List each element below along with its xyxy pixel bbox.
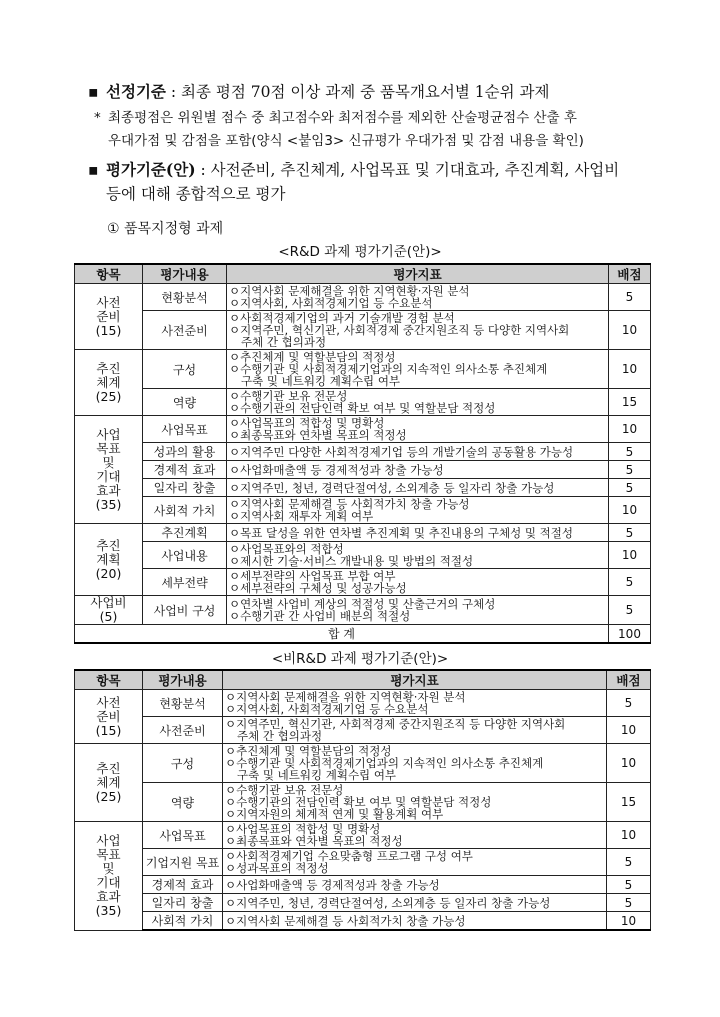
indicator-line: ㅇ지역주민, 혁신기관, 사회적경제 중간지원조직 등 다양한 지역사회 [225, 718, 566, 730]
category-cell: 추진 체계 (25) [75, 744, 143, 822]
header-score: 배점 [609, 264, 651, 284]
table-row [75, 443, 651, 461]
indicator-line: 구축 및 네트워킹 계획수립 여부 [237, 769, 397, 781]
header-category: 항목 [75, 264, 143, 284]
total-label: 합 계 [75, 625, 609, 644]
indicator-line: ㅇ최종목표와 연차별 목표의 적정성 [229, 429, 407, 441]
evaluation-criteria [88, 158, 668, 206]
header-content: 평가내용 [143, 670, 223, 690]
score-cell: 5 [607, 849, 651, 876]
header-category: 항목 [75, 670, 143, 690]
indicator-cell [227, 497, 609, 524]
bullet-icon: ▪ [88, 83, 99, 101]
table-row [75, 311, 651, 350]
indicator-line: ㅇ세부전략의 사업목표 부합 여부 [229, 570, 396, 582]
indicator-line: 주체 간 협의과정 [237, 730, 323, 742]
content-cell: 사회적 가치 [143, 497, 227, 524]
rnd-evaluation-table [74, 263, 651, 644]
content-cell: 사회적 가치 [143, 912, 223, 931]
indicator-cell [227, 461, 609, 479]
indicator-cell [227, 524, 609, 542]
indicator-cell [227, 389, 609, 416]
indicator-cell [223, 690, 607, 717]
table-row [75, 524, 651, 542]
header-indicator: 평가지표 [227, 264, 609, 284]
content-cell: 경제적 효과 [143, 876, 223, 894]
score-cell: 10 [609, 542, 651, 569]
content-cell: 추진계획 [143, 524, 227, 542]
selection-criteria [88, 80, 549, 104]
content-cell: 역량 [143, 389, 227, 416]
content-cell: 기업지원 목표 [143, 849, 223, 876]
indicator-line: ㅇ추진체계 및 역할분담의 적정성 [225, 745, 392, 757]
table-row [75, 350, 651, 389]
content-cell: 구성 [143, 350, 227, 389]
content-cell: 경제적 효과 [143, 461, 227, 479]
total-row [75, 625, 651, 644]
indicator-cell [227, 596, 609, 625]
table-row [75, 479, 651, 497]
table-row [75, 416, 651, 443]
indicator-line: 구축 및 네트워킹 계획수립 여부 [241, 375, 401, 387]
header-score: 배점 [607, 670, 651, 690]
indicator-line: ㅇ지역주민, 청년, 경력단절여성, 소외계층 등 일자리 창출 가능성 [225, 896, 551, 909]
table-row [75, 717, 651, 744]
table1-caption: <R&D 과제 평가기준(안)> [278, 244, 442, 260]
indicator-cell [223, 783, 607, 822]
table-row [75, 497, 651, 524]
indicator-line: ㅇ세부전략의 구체성 및 성공가능성 [229, 582, 407, 594]
indicator-line: ㅇ지역사회 재투자 계획 여부 [229, 510, 374, 522]
indicator-line: ㅇ수행기관 및 사회적경제기업과의 지속적인 의사소통 추진체계 [229, 363, 548, 375]
score-cell: 10 [609, 416, 651, 443]
indicator-line: ㅇ수행기관 및 사회적경제기업과의 지속적인 의사소통 추진체계 [225, 757, 544, 769]
indicator-line: ㅇ사업목표의 적합성 및 명확성 [229, 417, 385, 429]
subsection-title: ① 품목지정형 과제 [107, 221, 224, 237]
indicator-line: ㅇ지역주민 다양한 사회적경제기업 등의 개발기술의 공동활용 가능성 [229, 445, 574, 458]
evaluation-criteria-text: : 사전준비, 추진체계, 사업목표 및 기대효과, 추진계획, 사업비 [195, 161, 620, 179]
category-cell: 사업비 (5) [75, 596, 143, 625]
score-cell: 10 [607, 717, 651, 744]
indicator-line: ㅇ지역주민, 청년, 경력단절여성, 소외계층 등 일자리 창출 가능성 [229, 481, 555, 494]
indicator-line: ㅇ수행기관 간 사업비 배분의 적절성 [229, 610, 411, 622]
score-cell: 5 [609, 569, 651, 596]
indicator-line: ㅇ수행기관 보유 전문성 [229, 390, 348, 402]
indicator-cell [227, 416, 609, 443]
indicator-cell [223, 912, 607, 931]
score-note-line2: 우대가점 및 감점을 포함(양식 <붙임3> 신규평가 우대가점 및 감점 내용을 확인) [108, 133, 584, 149]
indicator-line: ㅇ추진체계 및 역할분담의 적정성 [229, 351, 396, 363]
score-cell: 10 [607, 744, 651, 783]
category-cell: 사전 준비 (15) [75, 284, 143, 350]
indicator-cell [227, 443, 609, 461]
category-cell: 사업 목표 및 기대 효과 (35) [75, 416, 143, 524]
indicator-line: ㅇ사업목표의 적합성 및 명확성 [225, 823, 381, 835]
content-cell: 사전준비 [143, 311, 227, 350]
content-cell: 사업내용 [143, 542, 227, 569]
indicator-line: ㅇ수행기관의 전담인력 확보 여부 및 역할분담 적정성 [225, 796, 492, 808]
indicator-line: ㅇ지역사회 문제해결 등 사회적가치 창출 가능성 [229, 498, 470, 510]
content-cell: 역량 [143, 783, 223, 822]
category-cell: 추진 계획 (20) [75, 524, 143, 596]
score-cell: 10 [609, 497, 651, 524]
score-cell: 5 [609, 524, 651, 542]
content-cell: 일자리 창출 [143, 894, 223, 912]
evaluation-criteria-text-cont: 등에 대해 종합적으로 평가 [106, 185, 286, 203]
total-score: 100 [609, 625, 651, 644]
table-row [75, 596, 651, 625]
table-row [75, 542, 651, 569]
content-cell: 성과의 활용 [143, 443, 227, 461]
score-cell: 10 [609, 350, 651, 389]
table-row [75, 894, 651, 912]
indicator-cell [227, 350, 609, 389]
score-cell: 5 [607, 876, 651, 894]
non-rnd-evaluation-table [74, 669, 651, 931]
indicator-line: 주체 간 협의과정 [241, 336, 327, 348]
category-cell: 추진 체계 (25) [75, 350, 143, 416]
score-cell: 15 [607, 783, 651, 822]
table-row [75, 389, 651, 416]
indicator-line: ㅇ사회적경제기업의 과거 기술개발 경험 분석 [229, 312, 455, 324]
table-row [75, 744, 651, 783]
indicator-cell [223, 894, 607, 912]
table-row [75, 284, 651, 311]
score-cell: 5 [609, 596, 651, 625]
table-row [75, 876, 651, 894]
content-cell: 구성 [143, 744, 223, 783]
score-cell: 5 [607, 894, 651, 912]
score-cell: 10 [609, 311, 651, 350]
score-cell: 10 [607, 912, 651, 931]
indicator-cell [227, 569, 609, 596]
indicator-cell [227, 542, 609, 569]
bullet-icon: ▪ [88, 161, 99, 179]
table-row [75, 822, 651, 849]
indicator-cell [227, 479, 609, 497]
score-cell: 5 [607, 690, 651, 717]
indicator-line: ㅇ제시한 기술·서비스 개발내용 및 방법의 적절성 [229, 555, 474, 567]
score-note [94, 107, 668, 153]
score-cell: 5 [609, 284, 651, 311]
table-row [75, 849, 651, 876]
score-note-line1: 최종평점은 위원별 점수 중 최고점수와 최저점수를 제외한 산술평균점수 산출 후 [108, 110, 577, 126]
indicator-line: ㅇ지역사회, 사회적경제기업 등 수요분석 [229, 297, 433, 309]
selection-criteria-label: 선정기준 [106, 82, 166, 101]
indicator-line: ㅇ지역사회, 사회적경제기업 등 수요분석 [225, 703, 429, 715]
evaluation-criteria-label: 평가기준(안) [106, 160, 196, 179]
table-row [75, 690, 651, 717]
table-row [75, 461, 651, 479]
score-cell: 5 [609, 479, 651, 497]
content-cell: 사업목표 [143, 416, 227, 443]
indicator-cell [223, 744, 607, 783]
content-cell: 세부전략 [143, 569, 227, 596]
indicator-line: ㅇ사회적경제기업 수요맞춤형 프로그램 구성 여부 [225, 850, 473, 862]
table2-caption: <비R&D 과제 평가기준(안)> [271, 651, 449, 667]
content-cell: 일자리 창출 [143, 479, 227, 497]
indicator-cell [227, 284, 609, 311]
score-cell: 15 [609, 389, 651, 416]
indicator-line: ㅇ최종목표와 연차별 목표의 적정성 [225, 835, 403, 847]
content-cell: 사전준비 [143, 717, 223, 744]
indicator-line: ㅇ지역자원의 체계적 연계 및 활용계획 여부 [225, 808, 444, 820]
indicator-line: ㅇ사업화매출액 등 경제적성과 창출 가능성 [225, 878, 440, 891]
indicator-line: ㅇ사업목표와의 적합성 [229, 543, 344, 555]
table-row [75, 912, 651, 931]
asterisk-mark: * [94, 110, 101, 126]
indicator-line: ㅇ지역주민, 혁신기관, 사회적경제 중간지원조직 등 다양한 지역사회 [229, 324, 570, 336]
category-cell: 사업 목표 및 기대 효과 (35) [75, 822, 143, 931]
selection-criteria-text: : 최종 평점 70점 이상 과제 중 품목개요서별 1순위 과제 [165, 83, 550, 101]
indicator-cell [227, 311, 609, 350]
content-cell: 사업목표 [143, 822, 223, 849]
indicator-line: ㅇ연차별 사업비 계상의 적절성 및 산출근거의 구체성 [229, 598, 496, 610]
content-cell: 현황분석 [143, 690, 223, 717]
indicator-line: ㅇ지역사회 문제해결을 위한 지역현황·자원 분석 [225, 691, 466, 703]
content-cell: 현황분석 [143, 284, 227, 311]
content-cell: 사업비 구성 [143, 596, 227, 625]
score-cell: 5 [609, 443, 651, 461]
table-row [75, 569, 651, 596]
indicator-line: ㅇ수행기관의 전담인력 확보 여부 및 역할분담 적정성 [229, 402, 496, 414]
indicator-cell [223, 717, 607, 744]
header-indicator: 평가지표 [223, 670, 607, 690]
indicator-cell [223, 876, 607, 894]
indicator-cell [223, 822, 607, 849]
indicator-line: ㅇ성과목표의 적정성 [225, 862, 329, 874]
score-cell: 5 [609, 461, 651, 479]
score-cell: 10 [607, 822, 651, 849]
indicator-line: ㅇ수행기관 보유 전문성 [225, 784, 344, 796]
indicator-line: ㅇ지역사회 문제해결 등 사회적가치 창출 가능성 [225, 914, 466, 927]
indicator-line: ㅇ지역사회 문제해결을 위한 지역현황·자원 분석 [229, 285, 470, 297]
indicator-line: ㅇ사업화매출액 등 경제적성과 창출 가능성 [229, 463, 444, 476]
indicator-line: ㅇ목표 달성을 위한 연차별 추진계획 및 추진내용의 구체성 및 적절성 [229, 526, 573, 539]
indicator-cell [223, 849, 607, 876]
table-row [75, 783, 651, 822]
header-content: 평가내용 [143, 264, 227, 284]
category-cell: 사전 준비 (15) [75, 690, 143, 744]
